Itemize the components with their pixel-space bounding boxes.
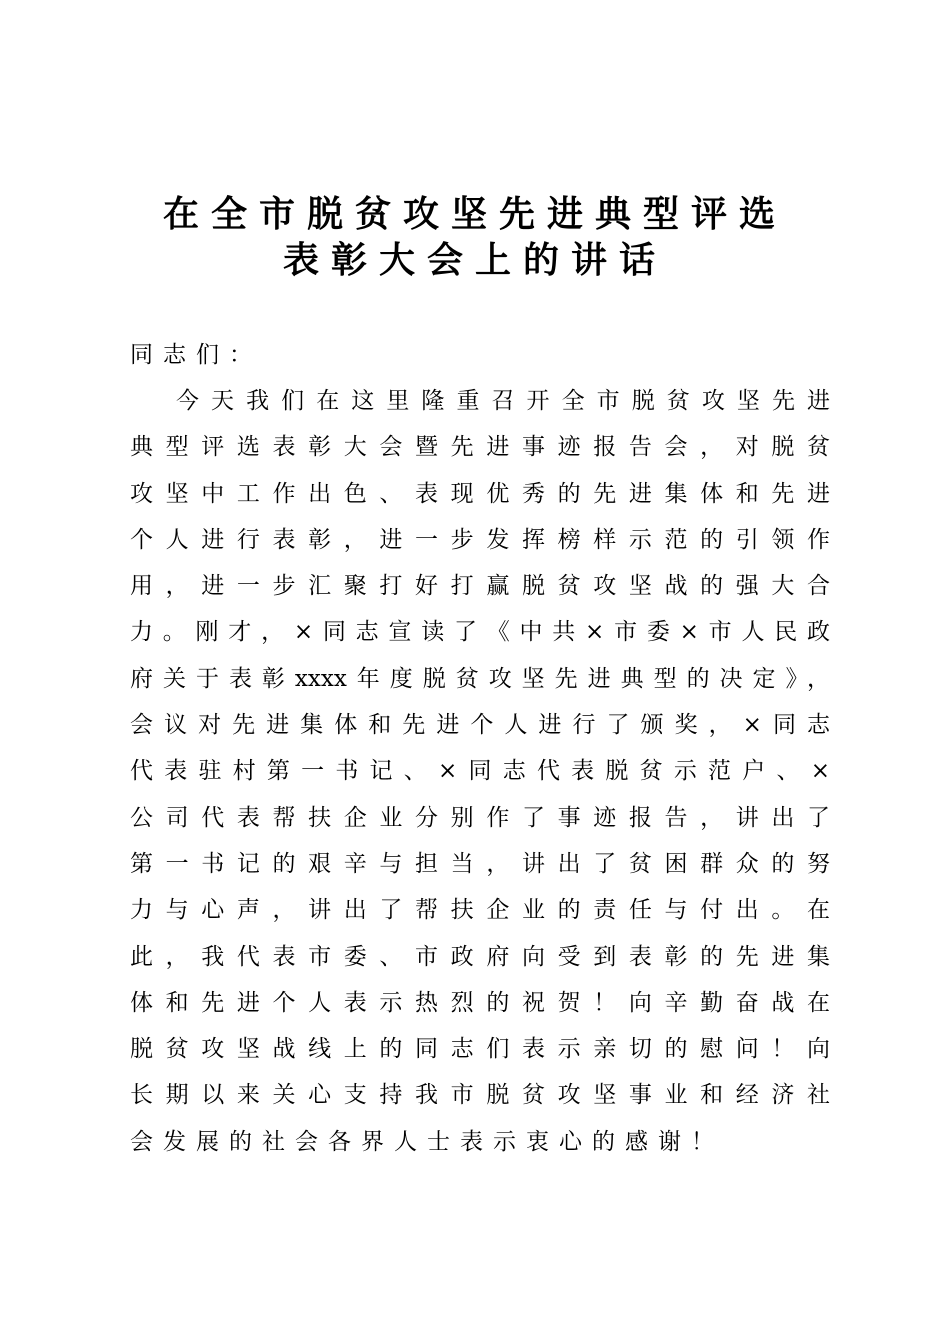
paragraph-line: 攻坚中工作出色、表现优秀的先进集体和先进 (130, 480, 830, 507)
body-paragraph (130, 378, 830, 1165)
paragraph-line: 府关于表彰xxxx年度脱贫攻坚先进典型的决定》， (130, 665, 830, 692)
paragraph-line: 会发展的社会各界人士表示衷心的感谢！ (130, 1128, 724, 1155)
paragraph-line: 脱贫攻坚战线上的同志们表示亲切的慰问！向 (130, 1036, 830, 1063)
paragraph-line: 第一书记的艰辛与担当，讲出了贫困群众的努 (130, 850, 830, 877)
document-title-line-1: 在全市脱贫攻坚先进典型评选 (162, 193, 787, 235)
paragraph-line: 会议对先进集体和先进个人进行了颁奖，×同志 (130, 712, 830, 739)
salutation: 同志们： (130, 342, 262, 368)
paragraph-line: 用，进一步汇聚打好打赢脱贫攻坚战的强大合 (130, 573, 830, 600)
paragraph-line: 力与心声，讲出了帮扶企业的责任与付出。在 (130, 897, 830, 924)
paragraph-line: 长期以来关心支持我市脱贫攻坚事业和经济社 (130, 1082, 830, 1109)
paragraph-line: 公司代表帮扶企业分别作了事迹报告，讲出了 (130, 804, 830, 831)
paragraph-line: 典型评选表彰大会暨先进事迹报告会，对脱贫 (130, 434, 830, 461)
paragraph-line: 个人进行表彰，进一步发挥榜样示范的引领作 (130, 526, 830, 553)
paragraph-line: 力。刚才，×同志宣读了《中共×市委×市人民政 (130, 619, 830, 646)
paragraph-line: 代表驻村第一书记、×同志代表脱贫示范户、× (130, 758, 830, 785)
paragraph-line: 今天我们在这里隆重召开全市脱贫攻坚先进 (176, 388, 830, 414)
paragraph-line: 此，我代表市委、市政府向受到表彰的先进集 (130, 943, 830, 970)
paragraph-line: 体和先进个人表示热烈的祝贺！向辛勤奋战在 (130, 989, 830, 1016)
document-title-line-2: 表彰大会上的讲话 (282, 239, 667, 281)
